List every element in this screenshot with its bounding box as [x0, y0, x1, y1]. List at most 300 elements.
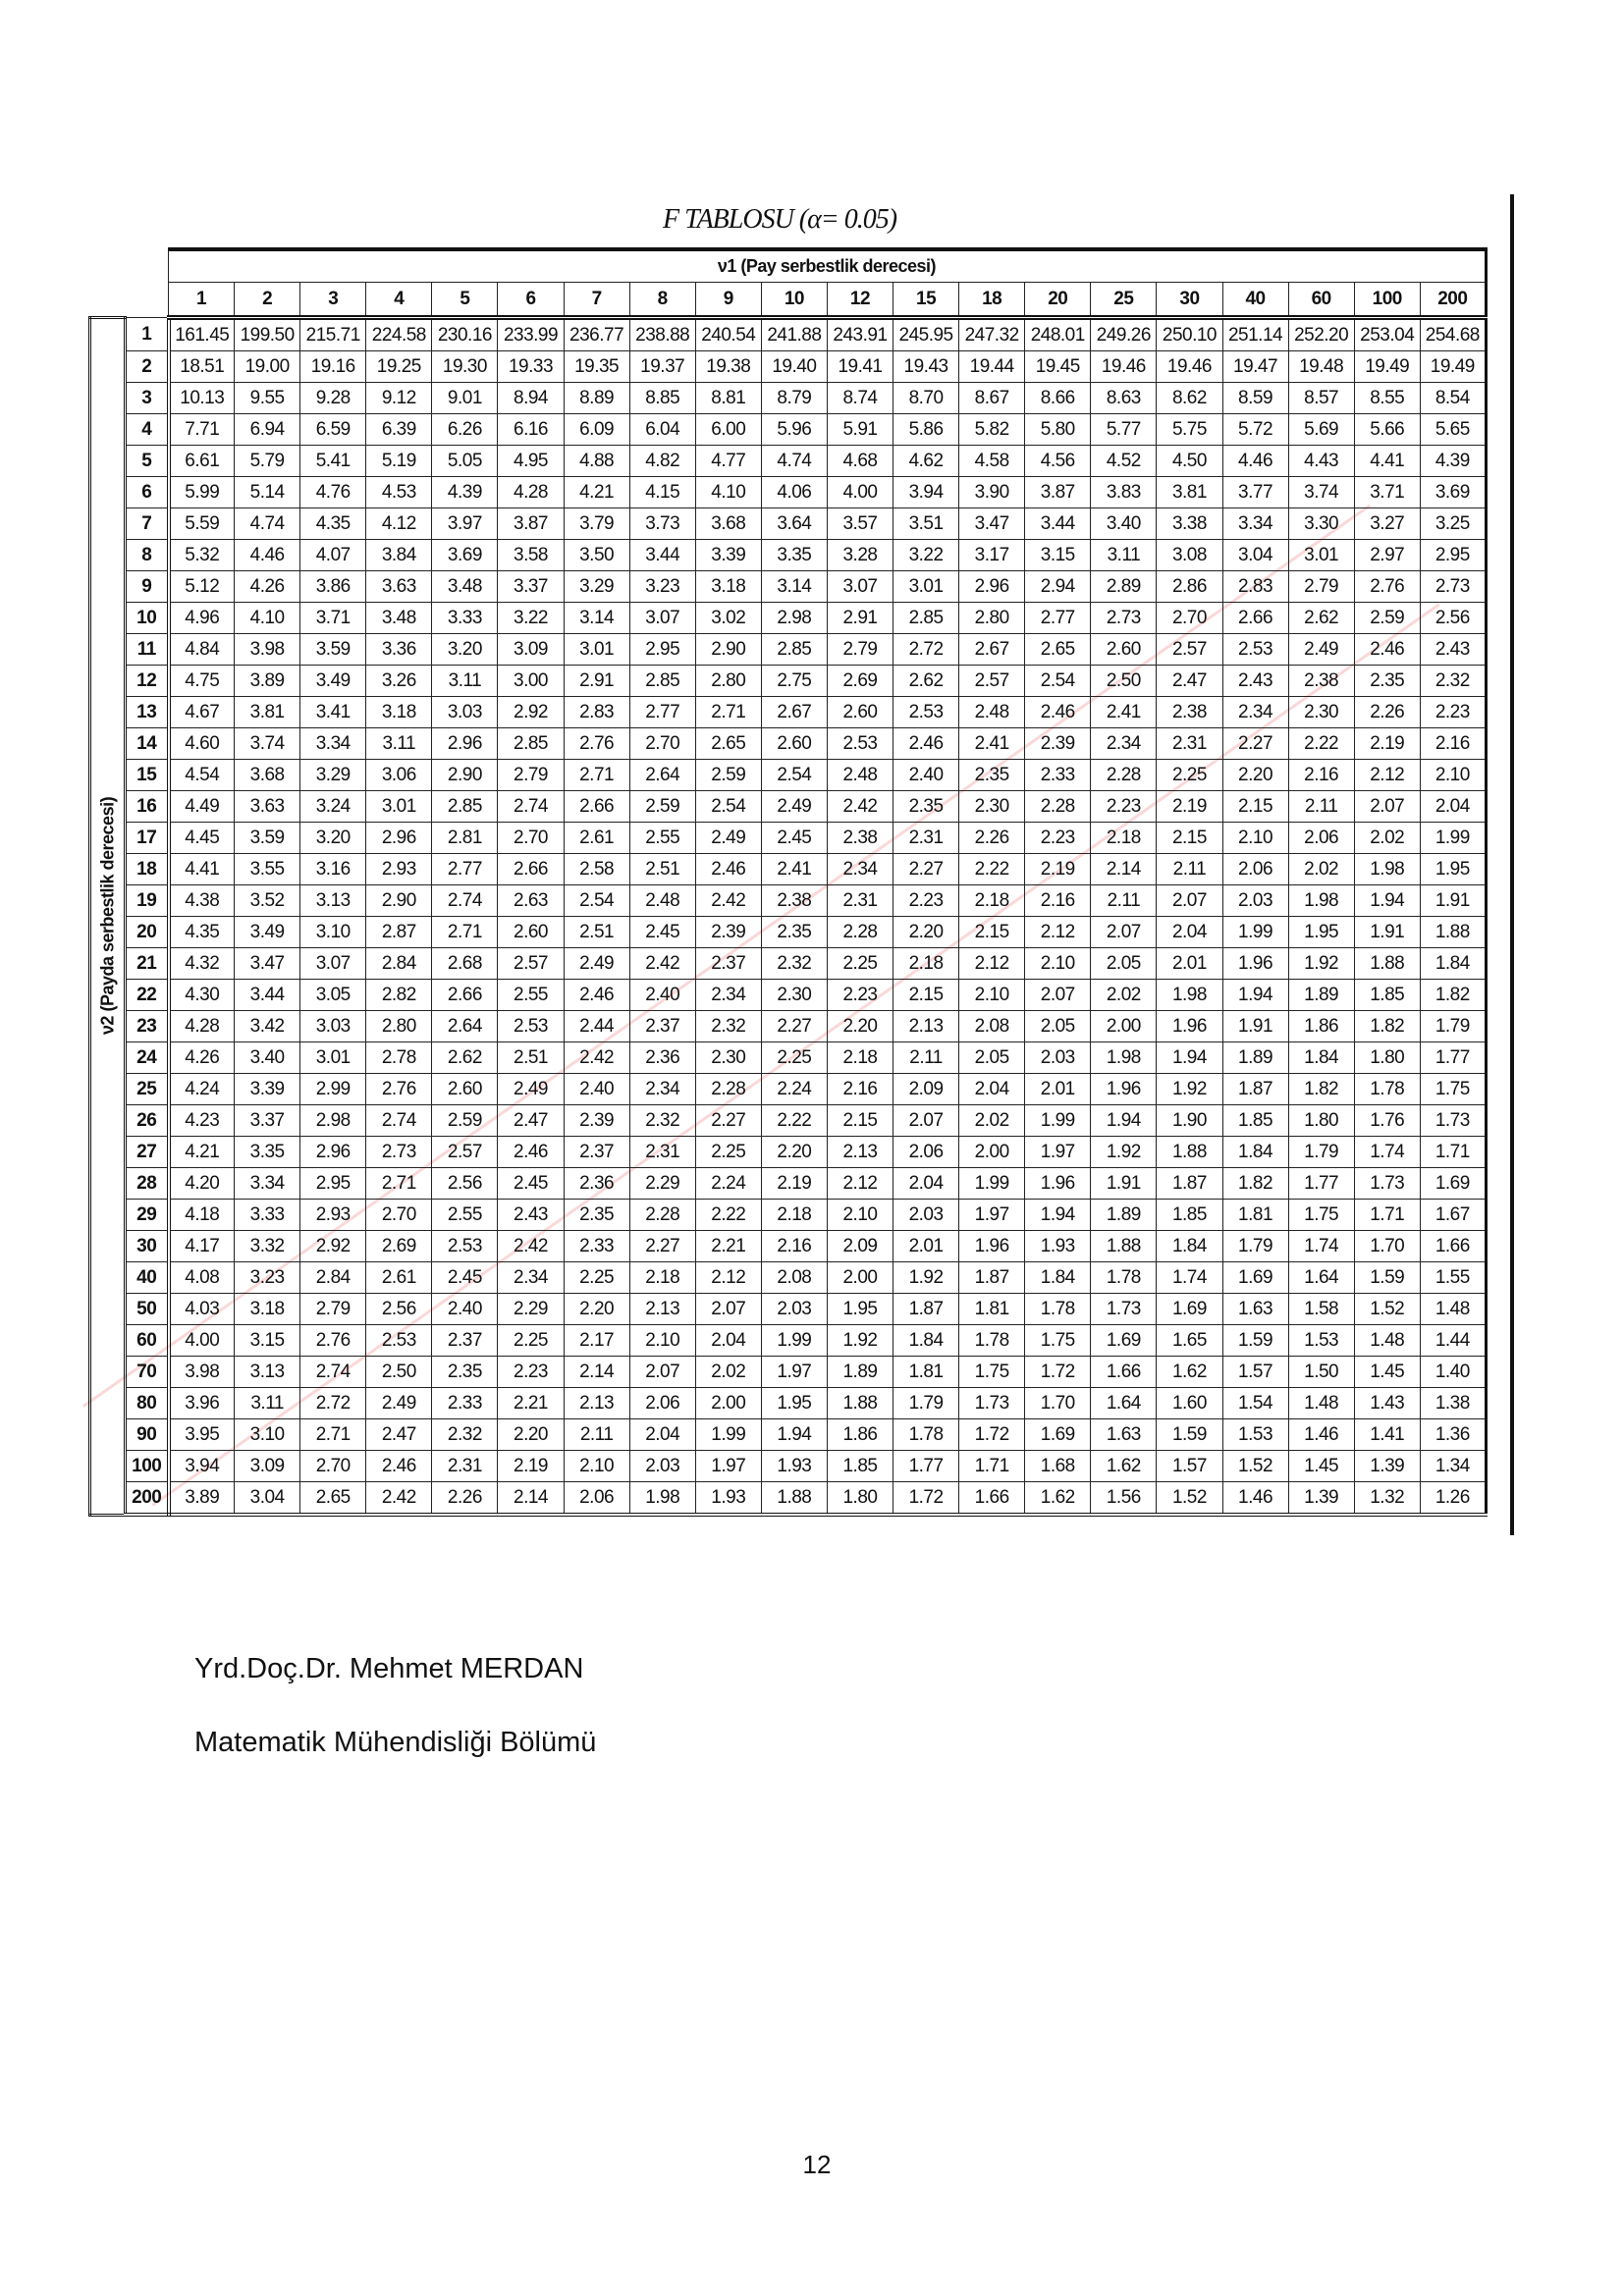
- table-cell: 4.35: [169, 917, 235, 948]
- table-cell: 2.53: [498, 1011, 564, 1042]
- table-cell: 1.60: [1157, 1388, 1222, 1419]
- table-cell: 3.25: [1420, 508, 1486, 540]
- table-cell: 1.70: [1025, 1388, 1091, 1419]
- table-cell: 3.33: [235, 1200, 300, 1231]
- table-cell: 2.40: [893, 760, 959, 791]
- table-cell: 3.05: [300, 980, 366, 1011]
- table-cell: 9.55: [235, 383, 300, 414]
- table-cell: 2.25: [498, 1325, 564, 1357]
- row-header: 22: [126, 980, 169, 1011]
- table-cell: 3.44: [629, 540, 695, 571]
- table-cell: 4.10: [695, 477, 761, 508]
- table-cell: 1.88: [1091, 1231, 1157, 1262]
- table-cell: 3.59: [235, 823, 300, 854]
- row-header: 2: [126, 351, 169, 383]
- table-cell: 1.58: [1288, 1294, 1354, 1325]
- row-header: 10: [126, 603, 169, 634]
- table-cell: 1.92: [1157, 1074, 1222, 1105]
- column-header: 20: [1025, 283, 1091, 318]
- table-cell: 1.84: [1157, 1231, 1222, 1262]
- table-cell: 3.33: [432, 603, 498, 634]
- table-cell: 2.19: [761, 1168, 827, 1200]
- table-row: [90, 1357, 1487, 1388]
- table-cell: 5.79: [235, 446, 300, 477]
- table-cell: 1.98: [629, 1482, 695, 1516]
- table-cell: 4.24: [169, 1074, 235, 1105]
- table-cell: 1.91: [1222, 1011, 1288, 1042]
- table-cell: 3.47: [235, 948, 300, 980]
- table-row: [90, 980, 1487, 1011]
- row-header: 15: [126, 760, 169, 791]
- table-cell: 2.87: [366, 917, 432, 948]
- table-cell: 1.80: [827, 1482, 893, 1516]
- table-cell: 3.87: [498, 508, 564, 540]
- table-cell: 1.79: [893, 1388, 959, 1419]
- table-row: [90, 760, 1487, 791]
- table-cell: 3.13: [235, 1357, 300, 1388]
- page-number: 12: [802, 2150, 832, 2179]
- table-cell: 2.34: [629, 1074, 695, 1105]
- table-cell: 2.63: [498, 885, 564, 917]
- table-cell: 3.64: [761, 508, 827, 540]
- table-cell: 3.30: [1288, 508, 1354, 540]
- table-cell: 3.11: [1091, 540, 1157, 571]
- table-cell: 2.15: [893, 980, 959, 1011]
- table-cell: 2.69: [366, 1231, 432, 1262]
- table-cell: 2.38: [761, 885, 827, 917]
- table-cell: 2.02: [1354, 823, 1420, 854]
- table-cell: 4.35: [300, 508, 366, 540]
- table-cell: 199.50: [235, 318, 300, 351]
- table-cell: 3.49: [300, 666, 366, 697]
- table-cell: 4.46: [235, 540, 300, 571]
- table-cell: 1.72: [959, 1419, 1025, 1451]
- table-cell: 241.88: [761, 318, 827, 351]
- table-cell: 2.90: [695, 634, 761, 666]
- table-row: [90, 1262, 1487, 1294]
- table-cell: 2.15: [827, 1105, 893, 1137]
- table-cell: 2.85: [761, 634, 827, 666]
- table-cell: 3.39: [695, 540, 761, 571]
- table-cell: 1.67: [1420, 1200, 1486, 1231]
- table-cell: 2.66: [498, 854, 564, 885]
- table-cell: 215.71: [300, 318, 366, 351]
- table-cell: 8.54: [1420, 383, 1486, 414]
- row-header: 30: [126, 1231, 169, 1262]
- table-cell: 2.64: [629, 760, 695, 791]
- table-cell: 2.12: [959, 948, 1025, 980]
- table-cell: 2.07: [1354, 791, 1420, 823]
- table-cell: 2.25: [1157, 760, 1222, 791]
- table-cell: 1.77: [1288, 1168, 1354, 1200]
- table-cell: 1.78: [1025, 1294, 1091, 1325]
- table-cell: 4.00: [827, 477, 893, 508]
- table-cell: 19.46: [1157, 351, 1222, 383]
- table-cell: 8.79: [761, 383, 827, 414]
- table-cell: 2.23: [1420, 697, 1486, 728]
- table-cell: 1.74: [1288, 1231, 1354, 1262]
- column-header: 7: [564, 283, 629, 318]
- table-cell: 3.39: [235, 1074, 300, 1105]
- table-cell: 2.38: [1288, 666, 1354, 697]
- table-cell: 2.22: [959, 854, 1025, 885]
- table-cell: 1.72: [893, 1482, 959, 1516]
- column-header: 2: [235, 283, 300, 318]
- table-cell: 2.39: [564, 1105, 629, 1137]
- table-cell: 4.32: [169, 948, 235, 980]
- table-cell: 1.92: [827, 1325, 893, 1357]
- table-cell: 3.18: [366, 697, 432, 728]
- table-cell: 2.13: [629, 1294, 695, 1325]
- table-cell: 2.97: [1354, 540, 1420, 571]
- table-cell: 1.52: [1157, 1482, 1222, 1516]
- table-cell: 19.16: [300, 351, 366, 383]
- table-cell: 1.59: [1354, 1262, 1420, 1294]
- table-cell: 1.62: [1025, 1482, 1091, 1516]
- table-cell: 1.45: [1288, 1451, 1354, 1482]
- table-cell: 1.74: [1157, 1262, 1222, 1294]
- table-cell: 2.10: [1420, 760, 1486, 791]
- row-header: 50: [126, 1294, 169, 1325]
- column-header: 8: [629, 283, 695, 318]
- table-cell: 245.95: [893, 318, 959, 351]
- column-header: 4: [366, 283, 432, 318]
- column-header: 1: [169, 283, 235, 318]
- table-cell: 1.50: [1288, 1357, 1354, 1388]
- table-cell: 1.85: [827, 1451, 893, 1482]
- table-cell: 240.54: [695, 318, 761, 351]
- table-cell: 2.46: [564, 980, 629, 1011]
- table-cell: 1.87: [893, 1294, 959, 1325]
- table-cell: 4.74: [235, 508, 300, 540]
- table-cell: 4.41: [1354, 446, 1420, 477]
- table-cell: 2.36: [564, 1168, 629, 1200]
- table-cell: 2.10: [1222, 823, 1288, 854]
- table-cell: 2.49: [366, 1388, 432, 1419]
- table-cell: 1.94: [1222, 980, 1288, 1011]
- table-cell: 2.27: [1222, 728, 1288, 760]
- table-cell: 4.77: [695, 446, 761, 477]
- table-cell: 2.24: [695, 1168, 761, 1200]
- table-cell: 2.56: [366, 1294, 432, 1325]
- table-cell: 3.34: [300, 728, 366, 760]
- table-cell: 3.11: [235, 1388, 300, 1419]
- table-row: [90, 948, 1487, 980]
- table-cell: 2.12: [1354, 760, 1420, 791]
- table-cell: 4.39: [1420, 446, 1486, 477]
- table-cell: 8.57: [1288, 383, 1354, 414]
- table-cell: 9.01: [432, 383, 498, 414]
- table-cell: 4.15: [629, 477, 695, 508]
- table-cell: 1.75: [1420, 1074, 1486, 1105]
- table-cell: 1.82: [1354, 1011, 1420, 1042]
- table-row: [90, 571, 1487, 603]
- table-cell: 1.97: [1025, 1137, 1091, 1168]
- table-cell: 1.98: [1354, 854, 1420, 885]
- table-cell: 2.54: [761, 760, 827, 791]
- table-cell: 3.15: [235, 1325, 300, 1357]
- table-cell: 2.83: [1222, 571, 1288, 603]
- row-header: 12: [126, 666, 169, 697]
- table-cell: 2.03: [1025, 1042, 1091, 1074]
- table-cell: 2.09: [893, 1074, 959, 1105]
- table-cell: 1.38: [1420, 1388, 1486, 1419]
- table-cell: 2.37: [432, 1325, 498, 1357]
- table-cell: 2.28: [695, 1074, 761, 1105]
- table-row: [90, 666, 1487, 697]
- table-cell: 3.48: [366, 603, 432, 634]
- table-cell: 2.20: [761, 1137, 827, 1168]
- table-cell: 3.09: [235, 1451, 300, 1482]
- table-cell: 2.22: [761, 1105, 827, 1137]
- row-header: 16: [126, 791, 169, 823]
- table-cell: 4.08: [169, 1262, 235, 1294]
- table-cell: 3.07: [629, 603, 695, 634]
- table-cell: 2.45: [629, 917, 695, 948]
- table-cell: 2.65: [1025, 634, 1091, 666]
- table-cell: 2.20: [827, 1011, 893, 1042]
- row-header: 27: [126, 1137, 169, 1168]
- table-cell: 3.23: [235, 1262, 300, 1294]
- table-cell: 3.90: [959, 477, 1025, 508]
- table-cell: 3.34: [1222, 508, 1288, 540]
- table-cell: 2.34: [827, 854, 893, 885]
- table-cell: 2.11: [1157, 854, 1222, 885]
- table-cell: 2.66: [1222, 603, 1288, 634]
- table-cell: 3.58: [498, 540, 564, 571]
- table-cell: 3.89: [235, 666, 300, 697]
- table-cell: 2.50: [1091, 666, 1157, 697]
- table-cell: 4.26: [235, 571, 300, 603]
- table-cell: 2.53: [827, 728, 893, 760]
- table-cell: 1.86: [827, 1419, 893, 1451]
- table-row: [90, 1011, 1487, 1042]
- column-header-row: [90, 283, 1487, 318]
- table-cell: 2.36: [629, 1042, 695, 1074]
- table-cell: 2.95: [300, 1168, 366, 1200]
- row-header: 19: [126, 885, 169, 917]
- table-cell: 19.40: [761, 351, 827, 383]
- table-cell: 2.66: [432, 980, 498, 1011]
- table-cell: 8.74: [827, 383, 893, 414]
- table-cell: 1.53: [1222, 1419, 1288, 1451]
- table-cell: 2.47: [498, 1105, 564, 1137]
- table-cell: 2.22: [1288, 728, 1354, 760]
- table-cell: 19.47: [1222, 351, 1288, 383]
- table-cell: 2.32: [695, 1011, 761, 1042]
- table-cell: 2.06: [564, 1482, 629, 1516]
- table-cell: 2.32: [1420, 666, 1486, 697]
- table-row: [90, 477, 1487, 508]
- row-header: 14: [126, 728, 169, 760]
- table-cell: 2.11: [893, 1042, 959, 1074]
- table-cell: 233.99: [498, 318, 564, 351]
- table-cell: 1.81: [959, 1294, 1025, 1325]
- table-cell: 1.66: [959, 1482, 1025, 1516]
- table-cell: 3.22: [893, 540, 959, 571]
- table-cell: 3.71: [1354, 477, 1420, 508]
- table-cell: 2.37: [564, 1137, 629, 1168]
- table-cell: 2.65: [300, 1482, 366, 1516]
- table-cell: 2.96: [366, 823, 432, 854]
- table-cell: 3.04: [1222, 540, 1288, 571]
- table-cell: 2.71: [564, 760, 629, 791]
- table-cell: 4.82: [629, 446, 695, 477]
- table-cell: 1.81: [893, 1357, 959, 1388]
- table-cell: 1.91: [1354, 917, 1420, 948]
- table-cell: 1.94: [1025, 1200, 1091, 1231]
- table-cell: 2.18: [1091, 823, 1157, 854]
- table-cell: 2.10: [564, 1451, 629, 1482]
- table-cell: 2.07: [629, 1357, 695, 1388]
- table-cell: 2.70: [300, 1451, 366, 1482]
- row-header: 80: [126, 1388, 169, 1419]
- table-cell: 3.14: [761, 571, 827, 603]
- table-cell: 3.01: [366, 791, 432, 823]
- table-cell: 253.04: [1354, 318, 1420, 351]
- table-cell: 4.39: [432, 477, 498, 508]
- table-cell: 1.80: [1354, 1042, 1420, 1074]
- table-cell: 2.35: [432, 1357, 498, 1388]
- table-cell: 2.23: [827, 980, 893, 1011]
- table-cell: 4.53: [366, 477, 432, 508]
- column-header: 200: [1420, 283, 1486, 318]
- table-cell: 3.35: [235, 1137, 300, 1168]
- table-cell: 2.99: [300, 1074, 366, 1105]
- table-cell: 2.11: [564, 1419, 629, 1451]
- table-cell: 1.64: [1091, 1388, 1157, 1419]
- table-cell: 9.12: [366, 383, 432, 414]
- table-cell: 3.49: [235, 917, 300, 948]
- table-row: [90, 1168, 1487, 1200]
- table-cell: 2.02: [695, 1357, 761, 1388]
- table-cell: 2.25: [761, 1042, 827, 1074]
- table-cell: 2.49: [695, 823, 761, 854]
- table-cell: 4.46: [1222, 446, 1288, 477]
- table-row: [90, 1231, 1487, 1262]
- table-cell: 2.35: [564, 1200, 629, 1231]
- table-cell: 2.42: [695, 885, 761, 917]
- table-cell: 1.75: [1288, 1200, 1354, 1231]
- row-header: 18: [126, 854, 169, 885]
- table-cell: 2.07: [893, 1105, 959, 1137]
- table-cell: 1.54: [1222, 1388, 1288, 1419]
- table-cell: 254.68: [1420, 318, 1486, 351]
- row-header: 1: [126, 318, 169, 351]
- table-cell: 2.35: [893, 791, 959, 823]
- table-cell: 2.41: [761, 854, 827, 885]
- column-header: 12: [827, 283, 893, 318]
- table-cell: 5.59: [169, 508, 235, 540]
- table-cell: 4.17: [169, 1231, 235, 1262]
- table-cell: 2.07: [695, 1294, 761, 1325]
- table-cell: 2.06: [893, 1137, 959, 1168]
- table-cell: 2.79: [827, 634, 893, 666]
- table-cell: 1.59: [1157, 1419, 1222, 1451]
- table-cell: 3.69: [432, 540, 498, 571]
- table-cell: 2.03: [761, 1294, 827, 1325]
- v2-header-label: ν2 (Payda serbestlik derecesi): [97, 797, 117, 1036]
- table-cell: 5.19: [366, 446, 432, 477]
- table-cell: 2.01: [1025, 1074, 1091, 1105]
- table-cell: 2.15: [1157, 823, 1222, 854]
- table-cell: 161.45: [169, 318, 235, 351]
- row-header: 100: [126, 1451, 169, 1482]
- table-cell: 1.73: [1420, 1105, 1486, 1137]
- table-cell: 3.63: [235, 791, 300, 823]
- table-cell: 1.71: [1420, 1137, 1486, 1168]
- table-cell: 2.43: [1222, 666, 1288, 697]
- row-header: 40: [126, 1262, 169, 1294]
- table-cell: 6.16: [498, 414, 564, 446]
- table-cell: 1.95: [1288, 917, 1354, 948]
- table-cell: 2.51: [629, 854, 695, 885]
- table-cell: 2.42: [366, 1482, 432, 1516]
- table-cell: 3.00: [498, 666, 564, 697]
- table-cell: 8.85: [629, 383, 695, 414]
- table-cell: 3.01: [1288, 540, 1354, 571]
- table-cell: 2.73: [1420, 571, 1486, 603]
- table-cell: 2.51: [498, 1042, 564, 1074]
- table-cell: 3.52: [235, 885, 300, 917]
- table-cell: 2.37: [695, 948, 761, 980]
- table-cell: 1.71: [1354, 1200, 1420, 1231]
- table-cell: 2.61: [564, 823, 629, 854]
- table-cell: 2.53: [893, 697, 959, 728]
- table-cell: 2.49: [564, 948, 629, 980]
- column-header: 15: [893, 283, 959, 318]
- table-cell: 1.45: [1354, 1357, 1420, 1388]
- table-cell: 2.27: [695, 1105, 761, 1137]
- table-cell: 2.58: [564, 854, 629, 885]
- table-cell: 3.35: [761, 540, 827, 571]
- table-cell: 1.98: [1288, 885, 1354, 917]
- row-header: 90: [126, 1419, 169, 1451]
- row-header: 29: [126, 1200, 169, 1231]
- table-cell: 2.12: [695, 1262, 761, 1294]
- row-header: 20: [126, 917, 169, 948]
- table-cell: 8.62: [1157, 383, 1222, 414]
- table-cell: 1.78: [893, 1419, 959, 1451]
- table-cell: 2.28: [1091, 760, 1157, 791]
- table-row: [90, 791, 1487, 823]
- table-cell: 1.43: [1354, 1388, 1420, 1419]
- table-cell: 2.09: [827, 1231, 893, 1262]
- table-row: [90, 414, 1487, 446]
- table-cell: 2.00: [959, 1137, 1025, 1168]
- table-cell: 2.34: [1091, 728, 1157, 760]
- table-cell: 19.48: [1288, 351, 1354, 383]
- table-cell: 2.96: [300, 1137, 366, 1168]
- table-cell: 2.95: [629, 634, 695, 666]
- table-cell: 1.97: [761, 1357, 827, 1388]
- table-cell: 3.36: [366, 634, 432, 666]
- table-cell: 2.59: [695, 760, 761, 791]
- table-cell: 3.37: [235, 1105, 300, 1137]
- table-row: [90, 1482, 1487, 1516]
- table-cell: 2.55: [629, 823, 695, 854]
- table-cell: 2.19: [1354, 728, 1420, 760]
- table-cell: 4.23: [169, 1105, 235, 1137]
- table-cell: 2.60: [498, 917, 564, 948]
- table-cell: 1.73: [959, 1388, 1025, 1419]
- row-header: 6: [126, 477, 169, 508]
- table-cell: 4.62: [893, 446, 959, 477]
- table-cell: 2.05: [959, 1042, 1025, 1074]
- table-cell: 2.39: [695, 917, 761, 948]
- table-cell: 3.24: [300, 791, 366, 823]
- table-cell: 1.73: [1354, 1168, 1420, 1200]
